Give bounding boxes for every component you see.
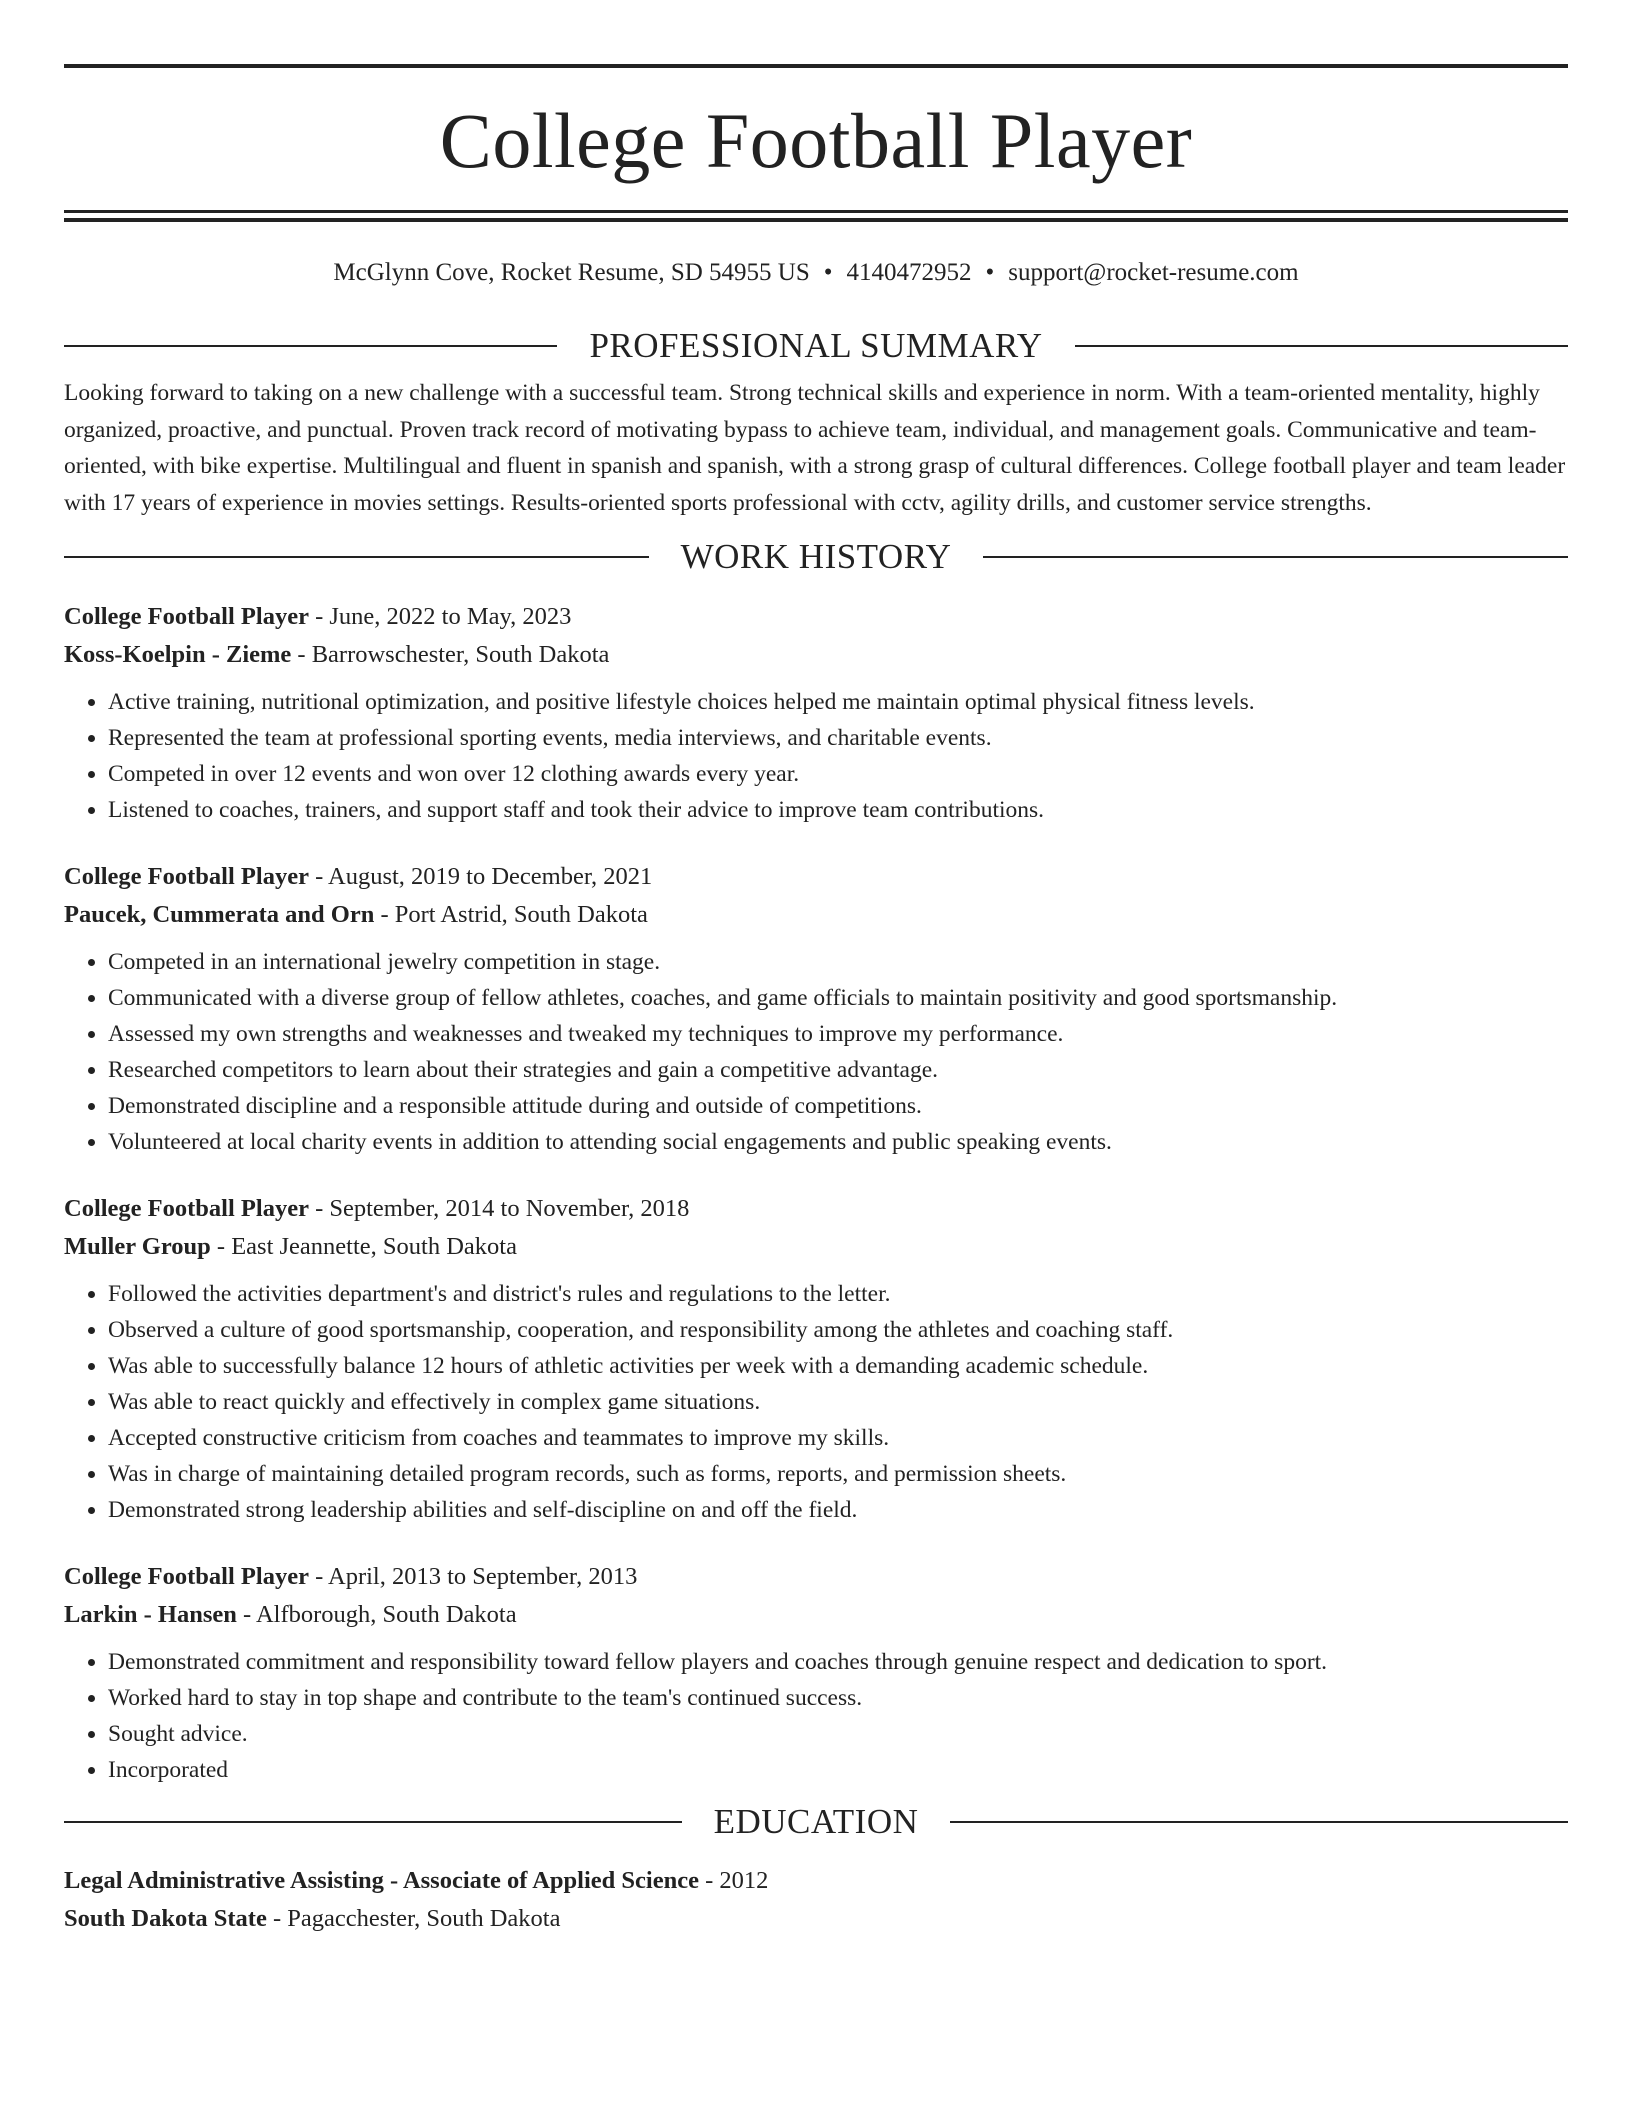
- job-entry: [64, 1190, 1568, 1528]
- job-entry: [64, 1558, 1568, 1788]
- resume-page: [64, 64, 1568, 1938]
- contact-line: [64, 258, 1568, 288]
- section-rule-right: [983, 556, 1568, 558]
- job-entry: [64, 858, 1568, 1160]
- education-year: - 2012: [698, 1867, 769, 1894]
- job-location: - East Jeannette, South Dakota: [210, 1233, 517, 1260]
- job-bullet: • Worked hard to stay in top shape and contribute to the team's continued success.: [108, 1680, 1568, 1716]
- job-bullets: [64, 1276, 1568, 1528]
- work-section-header: [64, 537, 1568, 577]
- job-entry: [64, 598, 1568, 828]
- job-title-line: [64, 1558, 1568, 1596]
- job-bullet: • Researched competitors to learn about their strategies and gain a competitive advantage.: [108, 1052, 1568, 1088]
- job-bullet: • Was able to react quickly and effectively in complex game situations.: [108, 1384, 1568, 1420]
- job-bullets: [64, 684, 1568, 828]
- job-bullet: • Accepted constructive criticism from coaches and teammates to improve my skills.: [108, 1420, 1568, 1456]
- job-bullet: • Competed in over 12 events and won over 12 clothing awards every year.: [108, 756, 1568, 792]
- job-location: - Barrowschester, South Dakota: [291, 641, 610, 668]
- job-location: - Port Astrid, South Dakota: [374, 901, 648, 928]
- job-title: College Football Player: [64, 1195, 309, 1222]
- job-bullet: • Was able to successfully balance 12 hours of athletic activities per week with a demanding academic schedule.: [108, 1348, 1568, 1384]
- job-bullet: • Demonstrated discipline and a responsible attitude during and outside of competitions.: [108, 1088, 1568, 1124]
- job-bullet: • Competed in an international jewelry competition in stage.: [108, 944, 1568, 980]
- job-title-line: [64, 1190, 1568, 1228]
- summary-section-header: [64, 326, 1568, 366]
- job-bullets: [64, 1644, 1568, 1788]
- job-title-line: [64, 858, 1568, 896]
- education-degree-line: [64, 1862, 1568, 1900]
- job-title-line: [64, 598, 1568, 636]
- contact-address: McGlynn Cove, Rocket Resume, SD 54955 US: [333, 259, 810, 286]
- job-dates: - April, 2013 to September, 2013: [308, 1563, 638, 1590]
- education-location: - Pagacchester, South Dakota: [266, 1905, 561, 1932]
- education-entry: [64, 1862, 1568, 1938]
- job-company: Muller Group: [64, 1233, 211, 1260]
- section-rule-left: [64, 345, 557, 347]
- job-company-line: [64, 636, 1568, 674]
- education-heading: EDUCATION: [713, 1802, 919, 1841]
- section-rule-left: [64, 1821, 682, 1823]
- job-dates: - June, 2022 to May, 2023: [308, 603, 572, 630]
- job-company: Koss-Koelpin - Zieme: [64, 641, 292, 668]
- job-bullet: • Active training, nutritional optimization, and positive lifestyle choices helped me maintain optimal physical fitness levels.: [108, 684, 1568, 720]
- job-bullet: • Assessed my own strengths and weaknesses and tweaked my techniques to improve my performance.: [108, 1016, 1568, 1052]
- job-bullet: • Was in charge of maintaining detailed program records, such as forms, reports, and permission sheets.: [108, 1456, 1568, 1492]
- job-bullet: • Demonstrated commitment and responsibility toward fellow players and coaches through genuine respect and dedication to sport.: [108, 1644, 1568, 1680]
- job-bullet: • Demonstrated strong leadership abilities and self-discipline on and off the field.: [108, 1492, 1568, 1528]
- job-bullet: • Sought advice.: [108, 1716, 1568, 1752]
- header-double-rule: [64, 210, 1568, 222]
- contact-separator: •: [985, 259, 995, 286]
- summary-heading: PROFESSIONAL SUMMARY: [589, 326, 1043, 365]
- job-company: Paucek, Cummerata and Orn: [64, 901, 375, 928]
- job-location: - Alfborough, South Dakota: [236, 1601, 517, 1628]
- job-bullet: • Listened to coaches, trainers, and support staff and took their advice to improve team contributions.: [108, 792, 1568, 828]
- education-degree: Legal Administrative Assisting - Associate of Applied Science: [64, 1867, 699, 1894]
- job-dates: - August, 2019 to December, 2021: [308, 863, 653, 890]
- work-heading: WORK HISTORY: [680, 537, 952, 576]
- job-company-line: [64, 896, 1568, 934]
- job-bullets: [64, 944, 1568, 1160]
- job-bullet: • Communicated with a diverse group of fellow athletes, coaches, and game officials to maintain positivity and good sportsmanship.: [108, 980, 1568, 1016]
- job-bullet: • Incorporated: [108, 1752, 1568, 1788]
- summary-text: Looking forward to taking on a new challenge with a successful team. Strong technical skills and experience in norm. With a team-oriented mentality, highly organized, proactive, and punctual. Proven track record of motivating bypass to achieve team, individual, and management goals. Communicative and team-oriented, with bike expertise. Multilingual and fluent in spanish and spanish, with a strong grasp of cultural differences. College football player and team leader with 17 years of experience in movies settings. Results-oriented sports professional with cctv, agility drills, and customer service strengths.: [64, 380, 1566, 516]
- education-school-line: [64, 1900, 1568, 1938]
- job-bullet: • Represented the team at professional sporting events, media interviews, and charitable events.: [108, 720, 1568, 756]
- section-rule-right: [1075, 345, 1568, 347]
- job-company-line: [64, 1596, 1568, 1634]
- job-title: College Football Player: [64, 863, 309, 890]
- education-section-header: [64, 1802, 1568, 1842]
- job-bullet: • Followed the activities department's and district's rules and regulations to the letter.: [108, 1276, 1568, 1312]
- header-top-rule: [64, 64, 1568, 68]
- job-company: Larkin - Hansen: [64, 1601, 237, 1628]
- job-bullet: • Observed a culture of good sportsmanship, cooperation, and responsibility among the athletes and coaching staff.: [108, 1312, 1568, 1348]
- section-rule-left: [64, 556, 649, 558]
- contact-phone: 4140472952: [846, 259, 972, 286]
- section-rule-right: [950, 1821, 1568, 1823]
- job-dates: - September, 2014 to November, 2018: [308, 1195, 690, 1222]
- job-title: College Football Player: [64, 603, 309, 630]
- contact-separator: •: [823, 259, 833, 286]
- job-bullet: • Volunteered at local charity events in addition to attending social engagements and public speaking events.: [108, 1124, 1568, 1160]
- resume-name: College Football Player: [439, 97, 1193, 184]
- contact-email: support@rocket-resume.com: [1008, 259, 1299, 286]
- job-title: College Football Player: [64, 1563, 309, 1590]
- education-school: South Dakota State: [64, 1905, 267, 1932]
- job-company-line: [64, 1228, 1568, 1266]
